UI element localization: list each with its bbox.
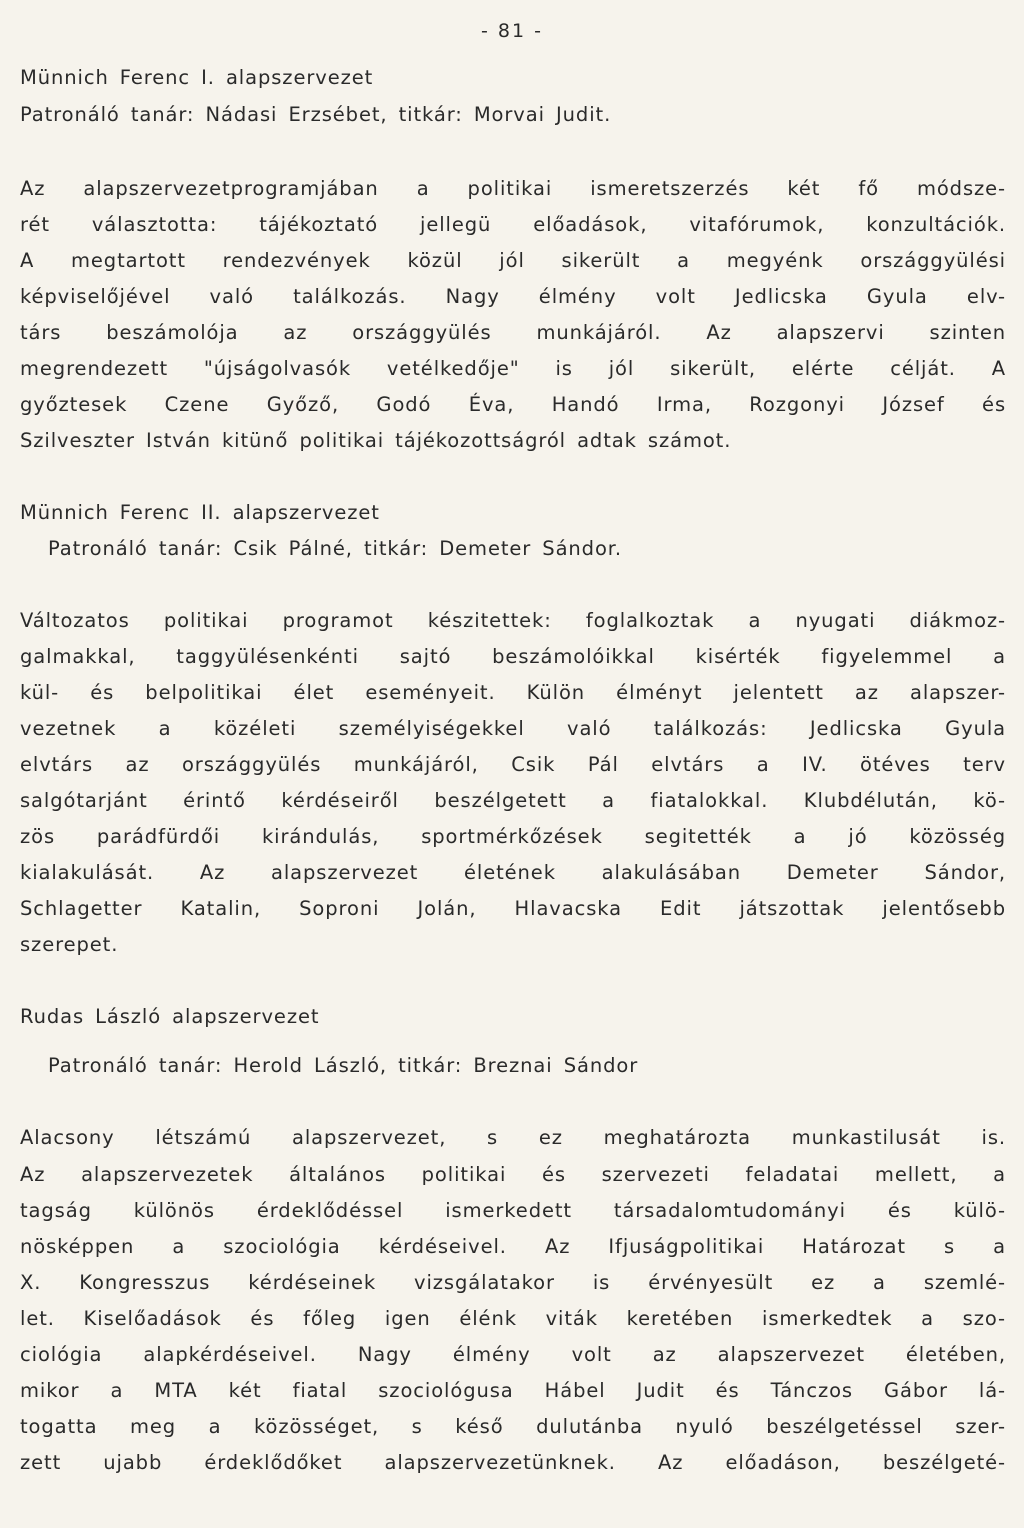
paragraph-line: Változatos politikai programot készitettek: foglalkoztak a nyugati diákmoz-	[20, 609, 1006, 632]
page-number: - 81 -	[481, 20, 543, 42]
patron-line: Patronáló tanár: Herold László, titkár: Breznai Sándor	[48, 1054, 639, 1077]
paragraph-line: Az alapszervezetek általános politikai és szervezeti feladatai mellett, a	[20, 1163, 1006, 1186]
paragraph-line: zett ujabb érdeklődőket alapszervezetünknek. Az előadáson, beszélgeté-	[20, 1451, 1006, 1474]
section-heading: Münnich Ferenc II. alapszervezet	[20, 501, 380, 524]
paragraph-line: vezetnek a közéleti személyiségekkel való találkozás: Jedlicska Gyula	[20, 717, 1006, 740]
paragraph-line: togatta meg a közösséget, s késő dulutánba nyuló beszélgetéssel szer-	[20, 1415, 1006, 1438]
paragraph-line: Az alapszervezetprogramjában a politikai ismeretszerzés két fő módsze-	[20, 177, 1006, 200]
paragraph-line: galmakkal, taggyülésenkénti sajtó beszámolóikkal kisérték figyelemmel a	[20, 645, 1006, 668]
paragraph-line: ciológia alapkérdéseivel. Nagy élmény volt az alapszervezet életében,	[20, 1343, 1006, 1366]
section-heading: Münnich Ferenc I. alapszervezet	[20, 66, 374, 89]
paragraph-line: Schlagetter Katalin, Soproni Jolán, Hlavacska Edit játszottak jelentősebb	[20, 897, 1006, 920]
paragraph-line: Szilveszter István kitünő politikai tájékozottságról adtak számot.	[20, 429, 732, 452]
paragraph-line: zös parádfürdői kirándulás, sportmérkőzések segitették a jó közösség	[20, 825, 1006, 848]
paragraph-line: társ beszámolója az országgyülés munkájáról. Az alapszervi szinten	[20, 321, 1006, 344]
paragraph-line: let. Kiselőadások és főleg igen élénk viták keretében ismerkedtek a szo-	[20, 1307, 1006, 1330]
paragraph-line: rét választotta: tájékoztató jellegü előadások, vitafórumok, konzultációk.	[20, 213, 1006, 236]
paragraph-line: megrendezett "újságolvasók vetélkedője" is jól sikerült, elérte célját. A	[20, 357, 1006, 380]
paragraph-line: A megtartott rendezvények közül jól sikerült a megyénk országgyülési	[20, 249, 1006, 272]
section-heading: Rudas László alapszervezet	[20, 1005, 320, 1028]
paragraph-line: győztesek Czene Győző, Godó Éva, Handó Irma, Rozgonyi József és	[20, 393, 1006, 416]
paragraph-line: nösképpen a szociológia kérdéseivel. Az Ifjuságpolitikai Határozat s a	[20, 1235, 1006, 1258]
paragraph-line: szerepet.	[20, 933, 119, 956]
paragraph-line: kialakulását. Az alapszervezet életének alakulásában Demeter Sándor,	[20, 861, 1006, 884]
paragraph-line: kül- és belpolitikai élet eseményeit. Külön élményt jelentett az alapszer-	[20, 681, 1006, 704]
paragraph-line: tagság különös érdeklődéssel ismerkedett társadalomtudományi és külö-	[20, 1199, 1006, 1222]
paragraph-line: X. Kongresszus kérdéseinek vizsgálatakor is érvényesült ez a szemlé-	[20, 1271, 1006, 1294]
paragraph-line: Alacsony létszámú alapszervezet, s ez meghatározta munkastilusát is.	[20, 1126, 1006, 1149]
patron-line: Patronáló tanár: Nádasi Erzsébet, titkár: Morvai Judit.	[20, 103, 612, 126]
paragraph-line: elvtárs az országgyülés munkájáról, Csik Pál elvtárs a IV. ötéves terv	[20, 753, 1006, 776]
paragraph-line: mikor a MTA két fiatal szociológusa Hábel Judit és Tánczos Gábor lá-	[20, 1379, 1006, 1402]
paragraph-line: képviselőjével való találkozás. Nagy élmény volt Jedlicska Gyula elv-	[20, 285, 1006, 308]
patron-line: Patronáló tanár: Csik Pálné, titkár: Demeter Sándor.	[48, 537, 623, 560]
paragraph-line: salgótarjánt érintő kérdéseiről beszélgetett a fiatalokkal. Klubdélután, kö-	[20, 789, 1006, 812]
